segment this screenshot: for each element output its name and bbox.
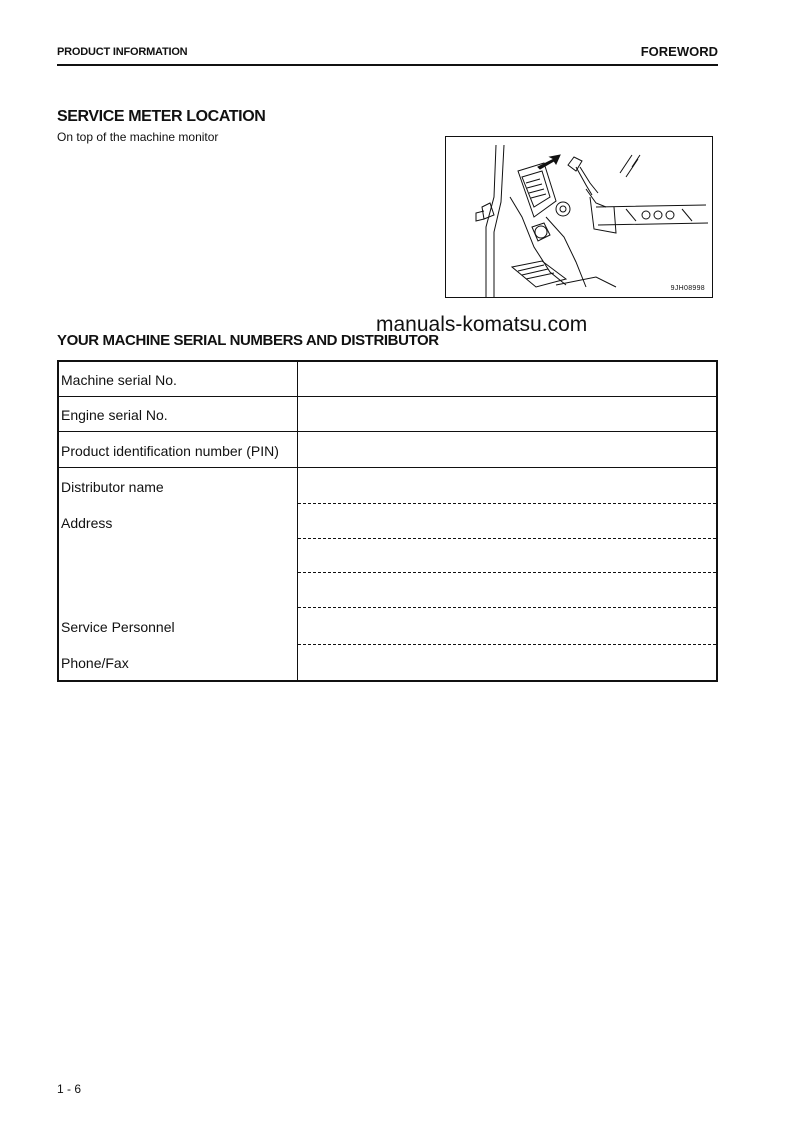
table-row-line bbox=[59, 396, 716, 397]
phone-fax-label: Phone/Fax bbox=[61, 655, 129, 671]
header-section-label: PRODUCT INFORMATION bbox=[57, 46, 188, 58]
table-dash-line bbox=[298, 572, 716, 573]
figure-code: 9JH08998 bbox=[670, 285, 705, 292]
table-dash-line bbox=[298, 607, 716, 608]
address-label: Address bbox=[61, 515, 113, 531]
service-meter-heading: SERVICE METER LOCATION bbox=[57, 108, 266, 125]
table-dash-line bbox=[298, 538, 716, 539]
machine-serial-label: Machine serial No. bbox=[61, 372, 177, 388]
service-meter-description: On top of the machine monitor bbox=[57, 130, 219, 144]
table-dash-line bbox=[298, 503, 716, 504]
header-rule bbox=[57, 64, 718, 66]
pin-label: Product identification number (PIN) bbox=[61, 443, 279, 459]
watermark-text: manuals-komatsu.com bbox=[376, 313, 588, 336]
service-personnel-label: Service Personnel bbox=[61, 619, 175, 635]
table-row-line bbox=[59, 467, 716, 468]
table-dash-line bbox=[298, 644, 716, 645]
serial-numbers-heading: YOUR MACHINE SERIAL NUMBERS AND DISTRIBUTOR bbox=[57, 332, 439, 349]
engine-serial-label: Engine serial No. bbox=[61, 407, 168, 423]
table-column-divider bbox=[297, 362, 298, 680]
distributor-name-label: Distributor name bbox=[61, 479, 164, 495]
header-chapter-label: FOREWORD bbox=[640, 44, 718, 59]
cab-interior-illustration bbox=[446, 137, 713, 298]
table-row-line bbox=[59, 431, 716, 432]
machine-monitor-figure bbox=[445, 136, 713, 298]
serial-numbers-table bbox=[57, 360, 718, 682]
page-number: 1 - 6 bbox=[57, 1082, 82, 1096]
